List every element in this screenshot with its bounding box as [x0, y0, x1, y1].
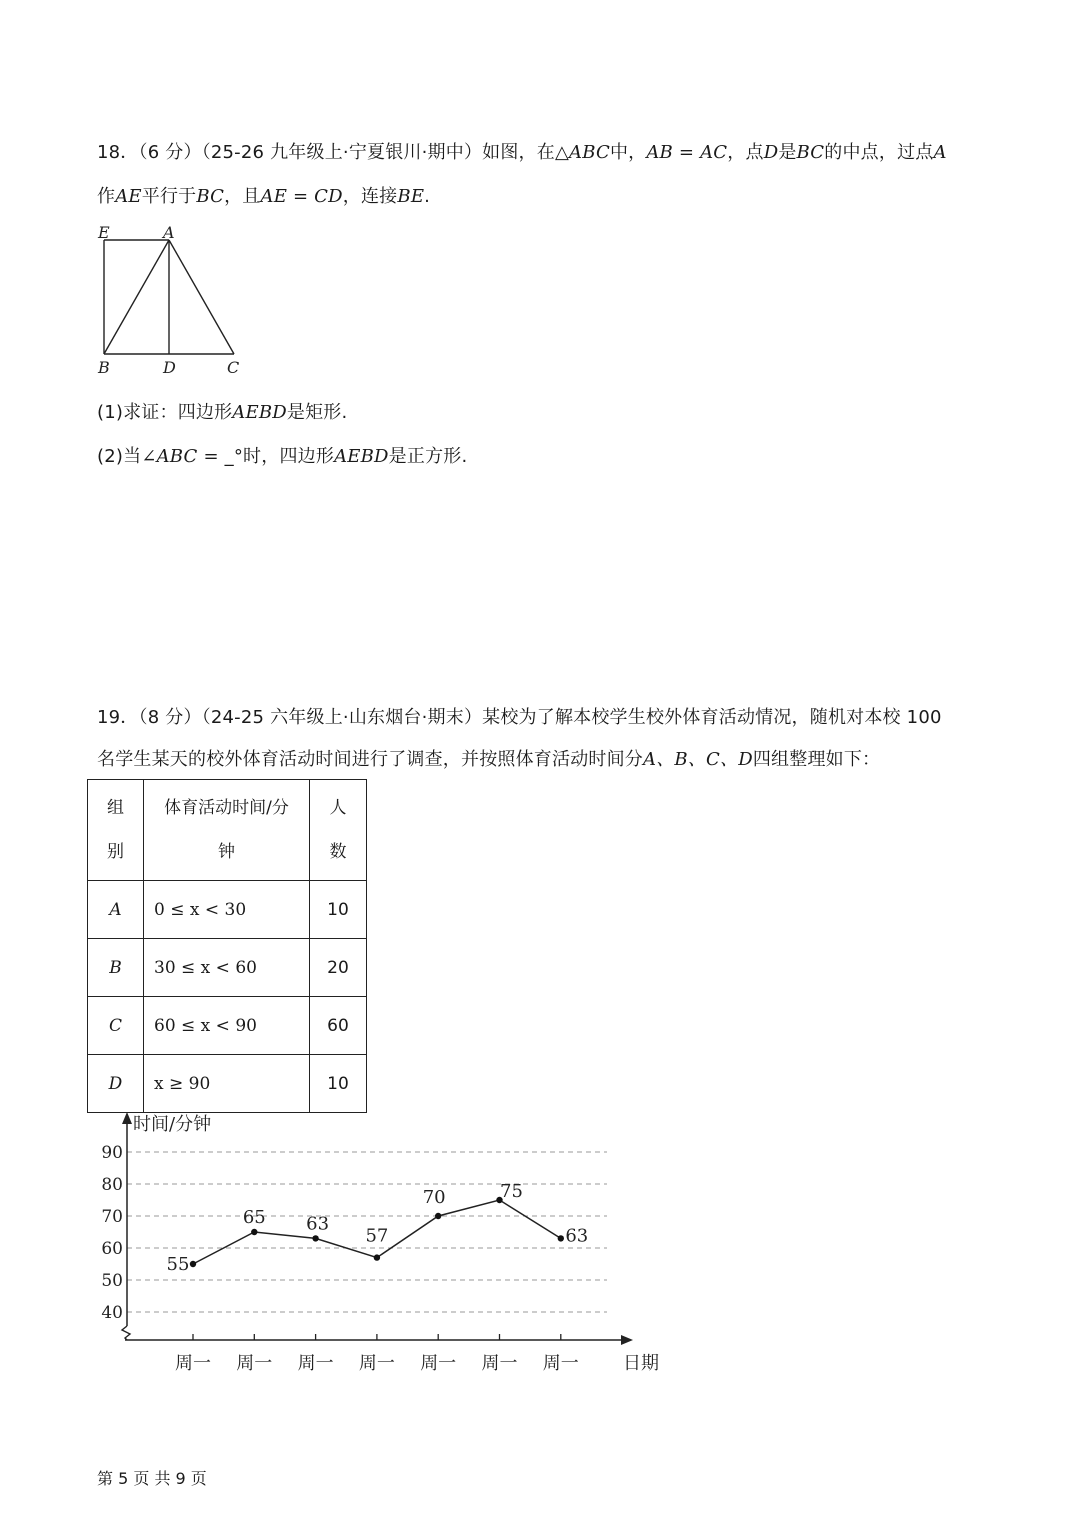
y-tick-label: 60 [101, 1239, 123, 1259]
x-tick-label: 周一 [542, 1353, 579, 1374]
header-group: 组 别 [88, 780, 144, 881]
data-point [374, 1254, 380, 1260]
data-point [190, 1261, 196, 1267]
cell-range: 60 ≤ x < 90 [144, 997, 310, 1055]
data-label: 70 [422, 1187, 446, 1208]
table-header-row [88, 780, 367, 881]
q18-part-2: (2)当∠ABC = _°时，四边形AEBD是正方形. [97, 446, 468, 467]
q19-line-1: 19．（8 分）（24-25 六年级上·山东烟台·期末）某校为了解本校学生校外体育活动情况，随机对本校 100 [97, 707, 942, 728]
q18-prefix: 18．（6 分）（25-26 九年级上·宁夏银川·期中）如图，在△ [97, 142, 569, 163]
table-row [88, 881, 367, 939]
activity-table [87, 779, 367, 1113]
x-tick-label: 周一 [236, 1353, 273, 1374]
cell-count: 10 [310, 881, 367, 939]
cell-range: x ≥ 90 [144, 1055, 310, 1113]
y-tick-label: 70 [101, 1207, 123, 1227]
cell-count: 20 [310, 939, 367, 997]
cell-group: C [88, 997, 144, 1055]
q18-part-1: (1)求证：四边形AEBD是矩形. [97, 402, 348, 423]
line-chart [85, 1110, 685, 1385]
data-label: 57 [365, 1225, 389, 1247]
y-tick-label: 40 [101, 1303, 123, 1323]
x-tick-label: 周一 [297, 1353, 334, 1374]
cell-count: 10 [310, 1055, 367, 1113]
data-label: 55 [166, 1254, 190, 1275]
data-label: 63 [306, 1213, 330, 1235]
data-point [251, 1229, 257, 1235]
cell-group: D [88, 1055, 144, 1113]
header-time: 体育活动时间/分 钟 [144, 780, 310, 881]
y-axis-label: 时间/分钟 [133, 1114, 212, 1135]
y-tick-label: 80 [101, 1175, 123, 1195]
cell-group: B [88, 939, 144, 997]
label-B: B [98, 358, 110, 377]
segment-AC [169, 240, 234, 354]
q18-line-2: 作AE平行于BC，且AE = CD，连接BE. [97, 186, 431, 207]
table-row [88, 997, 367, 1055]
label-E: E [98, 223, 110, 242]
data-point [558, 1235, 564, 1241]
x-axis-arrow [621, 1335, 633, 1345]
page-footer: 第 5 页 共 9 页 [97, 1469, 207, 1488]
y-axis-arrow [122, 1112, 132, 1124]
geometry-figure [92, 222, 252, 380]
x-axis-label: 日期 [623, 1353, 659, 1374]
cell-range: 0 ≤ x < 30 [144, 881, 310, 939]
cell-count: 60 [310, 997, 367, 1055]
axis-break [122, 1326, 130, 1340]
label-A: A [163, 223, 175, 242]
x-tick-label: 周一 [420, 1353, 457, 1374]
data-label: 65 [242, 1207, 266, 1228]
data-point [312, 1235, 318, 1241]
label-D: D [163, 358, 176, 377]
cell-range: 30 ≤ x < 60 [144, 939, 310, 997]
y-tick-label: 90 [101, 1143, 123, 1163]
data-point [435, 1213, 441, 1219]
x-tick-label: 周一 [175, 1353, 211, 1374]
x-tick-label: 周一 [358, 1353, 395, 1374]
label-C: C [227, 358, 240, 377]
q18-line-1: 18．（6 分）（25-26 九年级上·宁夏银川·期中）如图，在△ABC中，AB = AC，点D是BC的中点，过点A [97, 142, 947, 163]
table-row [88, 1055, 367, 1113]
x-tick-label: 周一 [481, 1353, 518, 1374]
data-label: 75 [500, 1181, 523, 1202]
y-tick-label: 50 [101, 1271, 123, 1291]
q19-line-2: 名学生某天的校外体育活动时间进行了调查，并按照体育活动时间分A、B、C、D四组整理如下： [97, 749, 881, 770]
header-count: 人 数 [310, 780, 367, 881]
table-row [88, 939, 367, 997]
data-label: 63 [565, 1225, 589, 1247]
cell-group: A [88, 881, 144, 939]
segment-AB [104, 240, 169, 354]
